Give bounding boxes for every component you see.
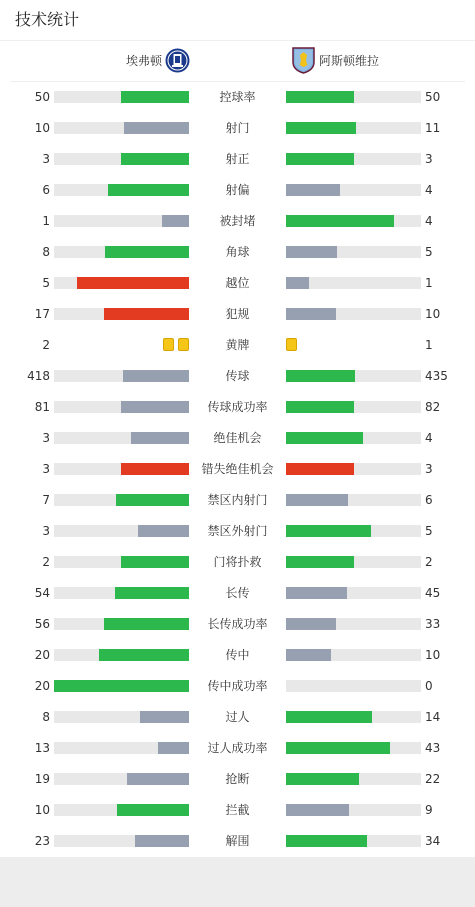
away-bar-track [286, 122, 421, 134]
away-bar-track [286, 587, 421, 599]
away-bar-track [286, 91, 421, 103]
stat-label: 被封堵 [219, 214, 256, 228]
home-value: 56 [34, 617, 50, 631]
away-bar [286, 370, 355, 382]
home-bar-track [54, 804, 189, 816]
home-bar-track [54, 587, 189, 599]
stat-row [0, 795, 475, 826]
aston-villa-crest-icon [292, 47, 315, 74]
stat-label: 抢断 [225, 772, 250, 786]
home-value: 17 [34, 307, 50, 321]
stat-label: 控球率 [219, 90, 256, 104]
home-value: 5 [42, 276, 50, 290]
yellow-card-icon [178, 338, 189, 351]
home-bar-track [54, 370, 189, 382]
away-bar [286, 494, 348, 506]
stat-row [0, 764, 475, 795]
home-bar [131, 432, 189, 444]
stat-label: 越位 [225, 276, 250, 290]
home-bar-track [54, 494, 189, 506]
stat-row [0, 206, 475, 237]
stat-row [0, 609, 475, 640]
away-bar-track [286, 246, 421, 258]
home-bar [121, 91, 189, 103]
away-value: 3 [425, 462, 433, 476]
home-team-name: 埃弗顿 [125, 54, 162, 68]
away-bar [286, 587, 347, 599]
home-value: 20 [34, 648, 50, 662]
stat-label: 禁区外射门 [207, 524, 268, 538]
home-value: 50 [34, 90, 50, 104]
stat-label: 拦截 [225, 803, 250, 817]
away-bar-track [286, 835, 421, 847]
away-bar-track [286, 618, 421, 630]
away-value: 33 [425, 617, 441, 631]
away-bar [286, 618, 336, 630]
home-bar-track [54, 246, 189, 258]
away-value: 82 [425, 400, 441, 414]
home-value: 2 [42, 338, 50, 352]
stat-row [0, 547, 475, 578]
away-bar-track [286, 649, 421, 661]
away-bar-track [286, 711, 421, 723]
home-bar [105, 246, 189, 258]
away-value: 50 [425, 90, 441, 104]
home-yellow-cards [163, 338, 190, 352]
away-value: 11 [425, 121, 441, 135]
stat-row [0, 671, 475, 702]
stat-row [0, 485, 475, 516]
away-bar-track [286, 463, 421, 475]
stat-row [0, 578, 475, 609]
away-bar-track [286, 556, 421, 568]
home-value: 10 [34, 121, 50, 135]
home-bar [104, 308, 189, 320]
away-bar [286, 432, 363, 444]
away-bar [286, 773, 359, 785]
stat-row [0, 423, 475, 454]
away-bar-track [286, 742, 421, 754]
home-value: 20 [34, 679, 50, 693]
away-bar-track [286, 184, 421, 196]
away-bar [286, 308, 336, 320]
stat-label: 解围 [225, 834, 250, 848]
away-value: 9 [425, 803, 433, 817]
home-bar-track [54, 680, 189, 692]
away-bar [286, 525, 371, 537]
home-value: 7 [42, 493, 50, 507]
home-bar [116, 494, 189, 506]
away-value: 5 [425, 245, 433, 259]
teams-header [0, 41, 475, 81]
away-bar-track [286, 370, 421, 382]
home-bar-track [54, 618, 189, 630]
home-bar-track [54, 835, 189, 847]
away-value: 0 [425, 679, 433, 693]
stat-row [0, 702, 475, 733]
home-bar [138, 525, 189, 537]
stat-label: 禁区内射门 [207, 493, 268, 507]
home-value: 13 [34, 741, 50, 755]
stat-row [0, 454, 475, 485]
stat-label: 长传 [225, 586, 250, 600]
stat-label: 传球 [225, 369, 250, 383]
away-bar [286, 246, 337, 258]
stat-label: 射正 [225, 152, 250, 166]
home-bar [117, 804, 189, 816]
home-value: 81 [34, 400, 50, 414]
home-bar [108, 184, 189, 196]
away-value: 22 [425, 772, 441, 786]
away-team-name: 阿斯顿维拉 [319, 54, 380, 68]
home-bar [124, 122, 189, 134]
home-bar-track [54, 153, 189, 165]
away-bar [286, 463, 354, 475]
home-bar [115, 587, 189, 599]
home-bar-track [54, 649, 189, 661]
away-value: 10 [425, 307, 441, 321]
away-bar-track [286, 773, 421, 785]
home-value: 54 [34, 586, 50, 600]
away-value: 3 [425, 152, 433, 166]
home-bar [158, 742, 189, 754]
stat-label: 黄牌 [225, 338, 250, 352]
stat-row [0, 144, 475, 175]
stat-row [0, 113, 475, 144]
away-bar [286, 804, 349, 816]
stat-row [0, 237, 475, 268]
home-value: 3 [42, 431, 50, 445]
away-value: 1 [425, 276, 433, 290]
away-value: 34 [425, 834, 441, 848]
away-value: 4 [425, 431, 433, 445]
home-bar [162, 215, 189, 227]
away-value: 4 [425, 183, 433, 197]
stat-row [0, 268, 475, 299]
away-value: 14 [425, 710, 441, 724]
home-bar [121, 401, 189, 413]
home-bar [54, 680, 189, 692]
home-value: 23 [34, 834, 50, 848]
away-yellow-cards [286, 338, 313, 352]
home-bar [77, 277, 189, 289]
yellow-card-icon [286, 338, 297, 351]
home-bar-track [54, 742, 189, 754]
home-value: 3 [42, 524, 50, 538]
stat-row [0, 175, 475, 206]
home-bar-track [54, 91, 189, 103]
home-bar-track [54, 308, 189, 320]
home-bar-track [54, 401, 189, 413]
home-bar-track [54, 215, 189, 227]
home-bar-track [54, 711, 189, 723]
away-bar-track [286, 494, 421, 506]
stat-label: 传中 [225, 648, 250, 662]
away-value: 2 [425, 555, 433, 569]
home-value: 3 [42, 462, 50, 476]
home-bar [135, 835, 189, 847]
away-value: 435 [425, 369, 448, 383]
home-bar [104, 618, 189, 630]
stat-row [0, 516, 475, 547]
away-value: 1 [425, 338, 433, 352]
home-bar-track [54, 432, 189, 444]
away-bar [286, 649, 331, 661]
home-bar [121, 463, 189, 475]
stat-label: 犯规 [225, 307, 250, 321]
stat-label: 传球成功率 [207, 400, 268, 414]
stat-row [0, 392, 475, 423]
away-value: 43 [425, 741, 441, 755]
home-bar [121, 153, 189, 165]
away-bar-track [286, 215, 421, 227]
away-bar [286, 835, 367, 847]
away-bar [286, 153, 354, 165]
away-bar-track [286, 401, 421, 413]
away-bar [286, 215, 394, 227]
stat-label: 过人成功率 [207, 741, 268, 755]
away-bar-track [286, 525, 421, 537]
home-bar-track [54, 184, 189, 196]
home-value: 3 [42, 152, 50, 166]
away-value: 45 [425, 586, 441, 600]
away-bar-track [286, 277, 421, 289]
away-bar [286, 711, 372, 723]
home-value: 418 [27, 369, 50, 383]
home-value: 8 [42, 245, 50, 259]
stat-label: 绝佳机会 [213, 431, 262, 445]
home-bar [140, 711, 189, 723]
home-value: 10 [34, 803, 50, 817]
stat-label: 射偏 [225, 183, 250, 197]
stat-label: 长传成功率 [207, 617, 268, 631]
away-bar [286, 122, 356, 134]
home-value: 1 [42, 214, 50, 228]
home-bar-track [54, 463, 189, 475]
yellow-card-icon [163, 338, 174, 351]
away-bar-track [286, 153, 421, 165]
home-bar [99, 649, 189, 661]
away-bar [286, 401, 354, 413]
away-bar [286, 184, 340, 196]
stat-row [0, 330, 475, 361]
stat-row [0, 826, 475, 857]
page-title: 技术统计 [15, 10, 80, 29]
stat-label: 错失绝佳机会 [201, 462, 274, 476]
home-bar-track [54, 773, 189, 785]
home-value: 2 [42, 555, 50, 569]
away-bar-track [286, 308, 421, 320]
stat-label: 门将扑救 [213, 555, 262, 569]
away-value: 5 [425, 524, 433, 538]
everton-crest-icon [165, 48, 190, 73]
stat-row [0, 361, 475, 392]
away-value: 4 [425, 214, 433, 228]
stat-label: 射门 [225, 121, 250, 135]
home-bar-track [54, 122, 189, 134]
home-bar [121, 556, 189, 568]
home-value: 8 [42, 710, 50, 724]
home-bar-track [54, 525, 189, 537]
home-bar-track [54, 277, 189, 289]
stat-label: 传中成功率 [207, 679, 268, 693]
away-bar-track [286, 680, 421, 692]
home-value: 6 [42, 183, 50, 197]
away-bar-track [286, 432, 421, 444]
home-bar-track [54, 556, 189, 568]
stat-label: 角球 [225, 245, 250, 259]
away-bar [286, 91, 354, 103]
away-bar [286, 742, 390, 754]
stat-row [0, 733, 475, 764]
home-bar [127, 773, 189, 785]
stat-label: 过人 [225, 710, 250, 724]
away-value: 10 [425, 648, 441, 662]
away-bar-track [286, 804, 421, 816]
away-bar [286, 556, 354, 568]
home-bar [123, 370, 189, 382]
away-bar [286, 277, 309, 289]
stat-row [0, 82, 475, 113]
stat-row [0, 299, 475, 330]
away-value: 6 [425, 493, 433, 507]
home-value: 19 [34, 772, 50, 786]
stat-row [0, 640, 475, 671]
